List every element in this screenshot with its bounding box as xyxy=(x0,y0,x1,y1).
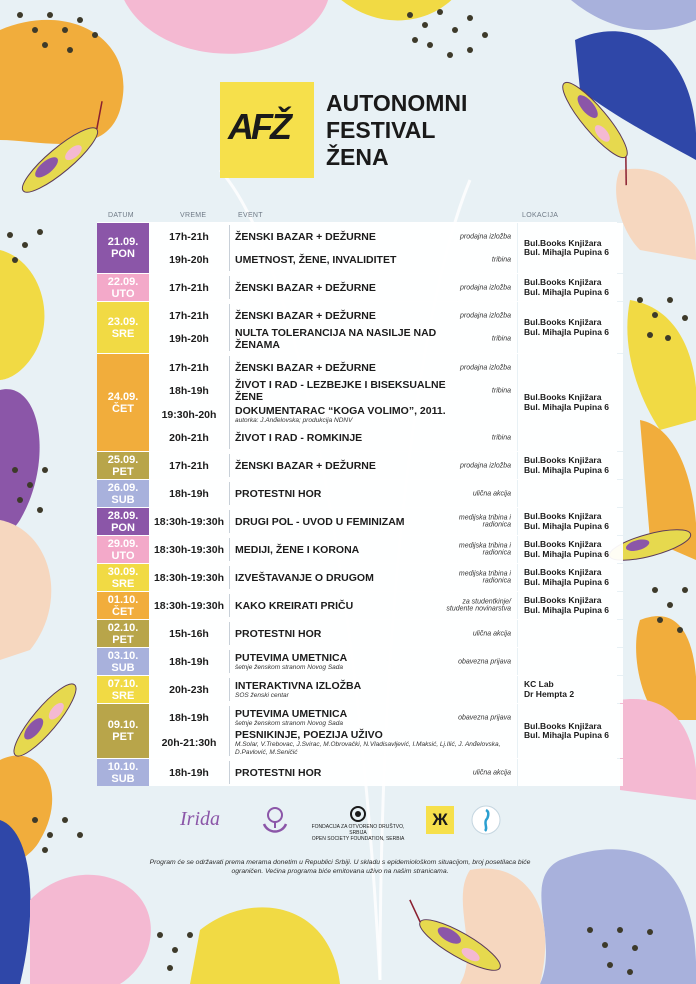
event-name: NULTA TOLERANCIJA NA NASILJE NAD ŽENAMA xyxy=(235,327,437,351)
event-time: 18:30h-19:30h xyxy=(149,510,230,533)
location-line: Bul.Books Knjižara xyxy=(524,277,602,287)
event-info xyxy=(230,652,517,672)
day-weekday: PET xyxy=(112,633,134,646)
events-cell xyxy=(149,564,517,591)
event-info xyxy=(230,600,517,612)
event-info xyxy=(230,680,517,700)
location-line: Bul. Mihajla Pupina 6 xyxy=(524,247,610,257)
day-weekday: UTO xyxy=(111,287,135,300)
event-info xyxy=(230,767,517,779)
location-line: Bul.Books Knjižara xyxy=(524,567,602,577)
event-info xyxy=(230,327,517,351)
day-badge xyxy=(97,620,149,647)
zh-logo: Ж xyxy=(426,806,454,834)
location-line: Bul.Books Knjižara xyxy=(524,511,602,521)
event-info xyxy=(230,516,517,528)
day-weekday: SUB xyxy=(111,661,135,674)
header-event: EVENT xyxy=(238,212,263,219)
event-row xyxy=(149,225,517,248)
title-line-2: FESTIVAL xyxy=(326,117,436,143)
events-cell xyxy=(149,704,517,758)
header-date: DATUM xyxy=(108,212,134,219)
event-type: medijska tribina i radionica xyxy=(458,570,511,585)
events-cell xyxy=(149,759,517,786)
location-line: Bul.Books Knjižara xyxy=(524,237,602,248)
event-time: 18h-19h xyxy=(149,650,230,673)
events-cell xyxy=(149,676,517,703)
location-line: Dr Hempta 2 xyxy=(524,688,575,699)
events-cell xyxy=(149,452,517,479)
event-name: ŽENSKI BAZAR + DEŽURNE xyxy=(235,361,376,374)
event-row xyxy=(149,379,517,403)
day-date: 30.09. xyxy=(107,565,139,578)
location-line: Bul.Books Knjižara xyxy=(524,720,602,731)
day-group xyxy=(97,273,617,301)
day-badge xyxy=(97,676,149,703)
event-time: 18h-19h xyxy=(149,482,230,505)
day-weekday: SRE xyxy=(111,689,135,702)
event-name: PUTEVIMA UMETNICA xyxy=(235,651,348,664)
event-time: 17h-21h xyxy=(149,454,230,477)
event-row xyxy=(149,482,517,505)
location-line: Bul. Mihajla Pupina 6 xyxy=(524,604,610,615)
day-group xyxy=(97,758,617,786)
schedule-table xyxy=(97,222,617,786)
events-cell xyxy=(149,620,517,647)
event-row xyxy=(149,304,517,327)
day-date: 24.09. xyxy=(107,390,139,403)
women-hands-icon xyxy=(262,806,288,836)
location-cell xyxy=(518,620,623,647)
location-cell xyxy=(518,592,623,619)
event-time: 18h-19h xyxy=(149,379,230,403)
event-row xyxy=(149,276,517,299)
event-row xyxy=(149,356,517,379)
location-cell xyxy=(518,759,623,786)
event-time: 17h-21h xyxy=(149,304,230,327)
day-date: 10.10. xyxy=(107,760,139,773)
event-info xyxy=(230,628,517,640)
event-row xyxy=(149,327,517,351)
events-cell xyxy=(149,592,517,619)
event-row xyxy=(149,650,517,673)
event-type: prodajna izložba xyxy=(460,461,511,469)
event-row xyxy=(149,538,517,561)
event-info xyxy=(230,254,517,266)
event-type: prodajna izložba xyxy=(460,283,511,291)
day-badge xyxy=(97,704,149,758)
location-cell xyxy=(518,508,623,535)
day-group xyxy=(97,479,617,507)
event-type: ulična akcija xyxy=(472,768,511,776)
event-name: ŽENSKI BAZAR + DEŽURNE xyxy=(235,230,376,243)
osf-text xyxy=(310,824,406,842)
event-type: medijska tribina i radionica xyxy=(458,514,511,529)
festival-title xyxy=(326,90,467,171)
footer-note: Program će se održavati prema merama donetim u Republici Srbiji. U skladu s epidemiološkom situacijom, broj posetilaca biće ograničen. Većina programa biće emitovana uživo na našim stranicama. xyxy=(149,859,531,875)
event-name: ŽENSKI BAZAR + DEŽURNE xyxy=(235,281,376,294)
event-subtitle: M.Solar, V.Trebovac, J.Svirac, M.Obrovački, N.Vladisavljević, I.Maksić, Lj.Ilić, J. Anđelovska, D.Pavlović, M.Seničić xyxy=(235,741,501,756)
event-info xyxy=(230,488,517,500)
event-type: tribina xyxy=(491,335,511,343)
day-date: 25.09. xyxy=(107,453,139,466)
events-cell xyxy=(149,302,517,353)
day-badge xyxy=(97,354,149,451)
location-cell xyxy=(518,676,623,703)
location-line: Bul. Mihajla Pupina 6 xyxy=(524,730,610,740)
day-weekday: PET xyxy=(112,731,134,743)
event-name: ŽENSKI BAZAR + DEŽURNE xyxy=(235,459,376,472)
location-line: Bul.Books Knjižara xyxy=(524,392,602,402)
event-type: tribina xyxy=(491,255,511,263)
location-line: Bul. Mihajla Pupina 6 xyxy=(524,401,610,412)
event-time: 17h-21h xyxy=(149,356,230,379)
location-line: Bul. Mihajla Pupina 6 xyxy=(524,326,610,337)
event-info xyxy=(230,310,517,322)
osf-line-2: OPEN SOCIETY FOUNDATION, SERBIA xyxy=(311,836,405,842)
event-time: 18h-19h xyxy=(149,706,230,729)
event-name: DOKUMENTARAC “KOGA VOLIMO”, 2011. xyxy=(235,404,446,417)
event-time: 18h-19h xyxy=(149,761,230,784)
day-weekday: ČET xyxy=(112,402,134,415)
event-subtitle: autorka: J.Anđelovska; produkcija NDNV xyxy=(235,416,353,424)
day-badge xyxy=(97,480,149,507)
day-group xyxy=(97,619,617,647)
location-cell xyxy=(518,302,623,353)
event-info xyxy=(230,460,517,472)
event-name: PESNIKINJE, POEZIJA UŽIVO xyxy=(235,729,383,741)
event-type: tribina xyxy=(491,433,511,441)
day-badge xyxy=(97,508,149,535)
day-badge xyxy=(97,452,149,479)
day-date: 29.09. xyxy=(107,537,139,550)
event-time: 18:30h-19:30h xyxy=(149,594,230,617)
location-cell xyxy=(518,452,623,479)
event-row xyxy=(149,454,517,477)
events-cell xyxy=(149,480,517,507)
event-row xyxy=(149,594,517,617)
day-badge xyxy=(97,592,149,619)
event-time: 15h-16h xyxy=(149,622,230,645)
events-cell xyxy=(149,274,517,301)
event-time: 18:30h-19:30h xyxy=(149,538,230,561)
day-date: 21.09. xyxy=(107,236,139,248)
event-subtitle: šetnje ženskom stranom Novog Sada xyxy=(235,719,344,727)
day-date: 02.10. xyxy=(107,621,139,634)
location-cell xyxy=(518,223,623,273)
event-subtitle: SOS ženski centar xyxy=(235,691,289,699)
event-name: INTERAKTIVNA IZLOŽBA xyxy=(235,679,362,692)
day-group xyxy=(97,301,617,353)
location-line: Bul.Books Knjižara xyxy=(524,595,602,605)
title-line-3: ŽENA xyxy=(326,144,389,170)
day-group xyxy=(97,353,617,451)
event-type: tribina xyxy=(491,387,511,395)
location-line: KC Lab xyxy=(524,679,554,689)
header-location: LOKACIJA xyxy=(522,212,559,219)
event-row xyxy=(149,622,517,645)
events-cell xyxy=(149,508,517,535)
event-time: 20h-23h xyxy=(149,678,230,701)
event-time: 19h-20h xyxy=(149,248,230,271)
day-group xyxy=(97,675,617,703)
event-name: PUTEVIMA UMETNICA xyxy=(235,707,348,720)
day-weekday: PON xyxy=(111,521,135,534)
event-row xyxy=(149,678,517,701)
day-group xyxy=(97,507,617,535)
title-line-1: AUTONOMNI xyxy=(326,90,468,116)
event-type: za studentkinje/ studente novinarstva xyxy=(446,598,511,613)
day-weekday: SRE xyxy=(111,577,135,590)
event-type: prodajna izložba xyxy=(460,311,511,319)
day-weekday: UTO xyxy=(111,549,135,562)
day-date: 07.10. xyxy=(107,677,139,690)
osf-icon xyxy=(348,806,368,822)
location-line: Bul. Mihajla Pupina 6 xyxy=(524,520,610,531)
location-line: Bul. Mihajla Pupina 6 xyxy=(524,576,610,587)
event-time: 19:30h-20h xyxy=(149,403,230,426)
event-time: 17h-21h xyxy=(149,225,230,248)
location-cell xyxy=(518,274,623,301)
event-info xyxy=(230,729,517,756)
day-badge xyxy=(97,302,149,353)
event-info xyxy=(230,432,517,444)
day-weekday: PON xyxy=(111,248,135,260)
event-type: prodajna izložba xyxy=(460,363,511,371)
event-time: 18:30h-19:30h xyxy=(149,566,230,589)
location-line: Bul.Books Knjižara xyxy=(524,455,602,465)
event-name: ŽIVOT I RAD - ROMKINJE xyxy=(235,431,363,444)
location-line: Bul. Mihajla Pupina 6 xyxy=(524,286,610,297)
event-time: 20h-21h xyxy=(149,426,230,449)
event-info xyxy=(230,379,517,403)
location-line: Bul. Mihajla Pupina 6 xyxy=(524,464,610,475)
event-info xyxy=(230,708,517,728)
day-weekday: SRE xyxy=(111,327,135,340)
day-weekday: SUB xyxy=(111,772,135,785)
seahorse-logo-icon xyxy=(470,804,502,836)
day-date: 23.09. xyxy=(107,315,139,328)
event-row xyxy=(149,566,517,589)
day-weekday: PET xyxy=(112,465,134,478)
day-badge xyxy=(97,759,149,786)
event-row xyxy=(149,729,517,756)
event-type: ulična akcija xyxy=(472,629,511,637)
day-weekday: ČET xyxy=(112,605,134,618)
day-date: 03.10. xyxy=(107,649,139,662)
location-line: Bul.Books Knjižara xyxy=(524,539,602,549)
event-name: UMETNOST, ŽENE, INVALIDITET xyxy=(235,253,397,266)
day-date: 01.10. xyxy=(107,593,139,606)
event-info xyxy=(230,231,517,243)
day-group xyxy=(97,535,617,563)
event-name: ŽENSKI BAZAR + DEŽURNE xyxy=(235,309,376,322)
event-name: PROTESTNI HOR xyxy=(235,627,322,640)
day-group xyxy=(97,451,617,479)
event-row xyxy=(149,510,517,533)
location-line: Bul. Mihajla Pupina 6 xyxy=(524,548,610,559)
event-time: 17h-21h xyxy=(149,276,230,299)
event-info xyxy=(230,362,517,374)
event-row xyxy=(149,403,517,426)
location-cell xyxy=(518,536,623,563)
day-group xyxy=(97,563,617,591)
event-subtitle: šetnje ženskom stranom Novog Sada xyxy=(235,663,344,671)
event-time: 19h-20h xyxy=(149,327,230,351)
day-group xyxy=(97,591,617,619)
location-cell xyxy=(518,354,623,451)
day-group xyxy=(97,703,617,758)
event-type: prodajna izložba xyxy=(460,232,511,240)
irida-logo: Irida xyxy=(180,808,220,830)
day-badge xyxy=(97,536,149,563)
event-time: 20h-21:30h xyxy=(149,729,230,756)
day-date: 22.09. xyxy=(107,275,139,288)
day-date: 26.09. xyxy=(107,481,139,494)
event-info xyxy=(230,282,517,294)
event-name: KAKO KREIRATI PRIČU xyxy=(235,599,354,612)
day-date: 09.10. xyxy=(107,719,139,731)
events-cell xyxy=(149,223,517,273)
day-group xyxy=(97,647,617,675)
location-cell xyxy=(518,564,623,591)
events-cell xyxy=(149,536,517,563)
day-weekday: SUB xyxy=(111,493,135,506)
event-name: PROTESTNI HOR xyxy=(235,766,322,779)
events-cell xyxy=(149,354,517,451)
events-cell xyxy=(149,648,517,675)
event-row xyxy=(149,761,517,784)
event-info xyxy=(230,405,517,425)
event-type: ulična akcija xyxy=(472,489,511,497)
festival-logo xyxy=(220,82,314,178)
day-badge xyxy=(97,648,149,675)
event-name: DRUGI POL - UVOD U FEMINIZAM xyxy=(235,515,405,528)
event-row xyxy=(149,426,517,449)
location-cell xyxy=(518,648,623,675)
event-info xyxy=(230,572,517,584)
event-row xyxy=(149,706,517,729)
event-row xyxy=(149,248,517,271)
event-name: MEDIJI, ŽENE I KORONA xyxy=(235,543,360,556)
logo-mark: AFŽ xyxy=(228,106,289,147)
event-name: ŽIVOT I RAD - LEZBEJKE I BISEKSUALNE ŽENE xyxy=(235,379,446,403)
location-cell xyxy=(518,704,623,758)
event-type: obavezna prijava xyxy=(458,657,511,665)
day-badge xyxy=(97,274,149,301)
day-badge xyxy=(97,223,149,273)
event-name: PROTESTNI HOR xyxy=(235,487,322,500)
location-line: Bul.Books Knjižara xyxy=(524,317,602,327)
osf-line-1: FONDACIJA ZA OTVORENO DRUŠTVO, SRBIJA xyxy=(311,824,405,836)
event-type: obavezna prijava xyxy=(458,713,511,721)
location-cell xyxy=(518,480,623,507)
event-info xyxy=(230,544,517,556)
day-group xyxy=(97,222,617,273)
event-type: medijska tribina i radionica xyxy=(458,542,511,557)
header-time: VREME xyxy=(180,212,207,219)
day-badge xyxy=(97,564,149,591)
day-date: 28.09. xyxy=(107,509,139,522)
event-name: IZVEŠTAVANJE O DRUGOM xyxy=(235,571,374,584)
